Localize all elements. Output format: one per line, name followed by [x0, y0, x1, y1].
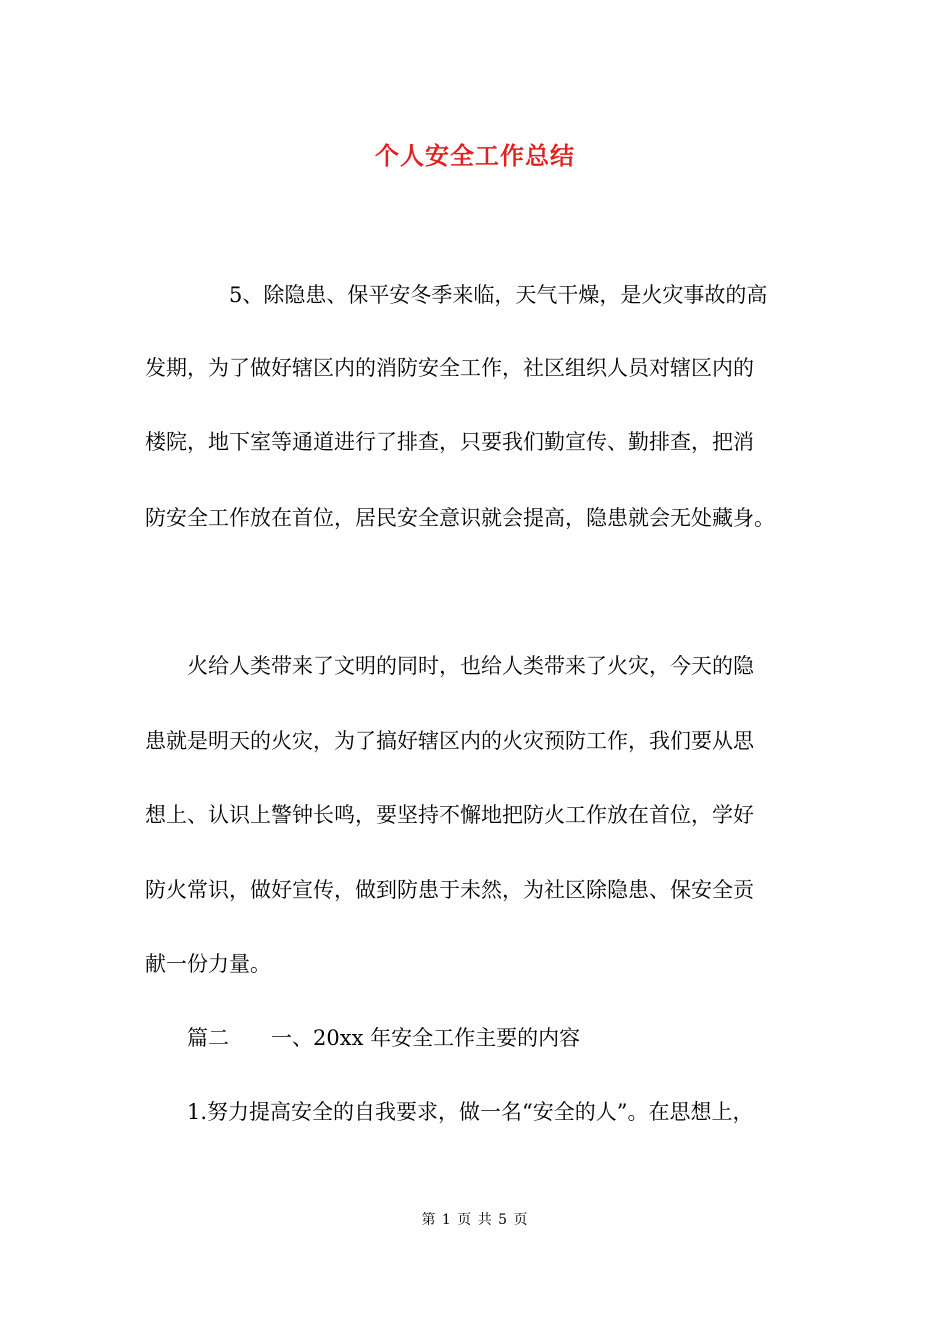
page-footer: 第 1 页 共 5 页 [421, 1212, 529, 1228]
body-line: 1.努力提高安全的自我要求，做一名“安全的人”。在思想上， [145, 1100, 754, 1124]
body-line: 发期，为了做好辖区内的消防安全工作，社区组织人员对辖区内的 [145, 356, 754, 380]
body-line: 想上、认识上警钟长鸣，要坚持不懈地把防火工作放在首位，学好 [145, 803, 754, 827]
body-line: 防安全工作放在首位，居民安全意识就会提高，隐患就会无处藏身。 [145, 506, 775, 530]
body-line: 献一份力量。 [145, 952, 271, 976]
body-line: 患就是明天的火灾，为了搞好辖区内的火灾预防工作，我们要从思 [145, 729, 754, 753]
section-heading: 篇二 一、20xx 年安全工作主要的内容 [145, 1026, 581, 1050]
body-line: 防火常识，做好宣传，做到防患于未然，为社区除隐患、保安全贡 [145, 878, 754, 902]
body-line: 5、除隐患、保平安冬季来临，天气干燥，是火灾事故的高 [145, 283, 768, 307]
body-line: 火给人类带来了文明的同时，也给人类带来了火灾，今天的隐 [145, 654, 754, 678]
body-line: 楼院，地下室等通道进行了排查，只要我们勤宣传、勤排查，把消 [145, 430, 754, 454]
document-title: 个人安全工作总结 [375, 141, 575, 170]
